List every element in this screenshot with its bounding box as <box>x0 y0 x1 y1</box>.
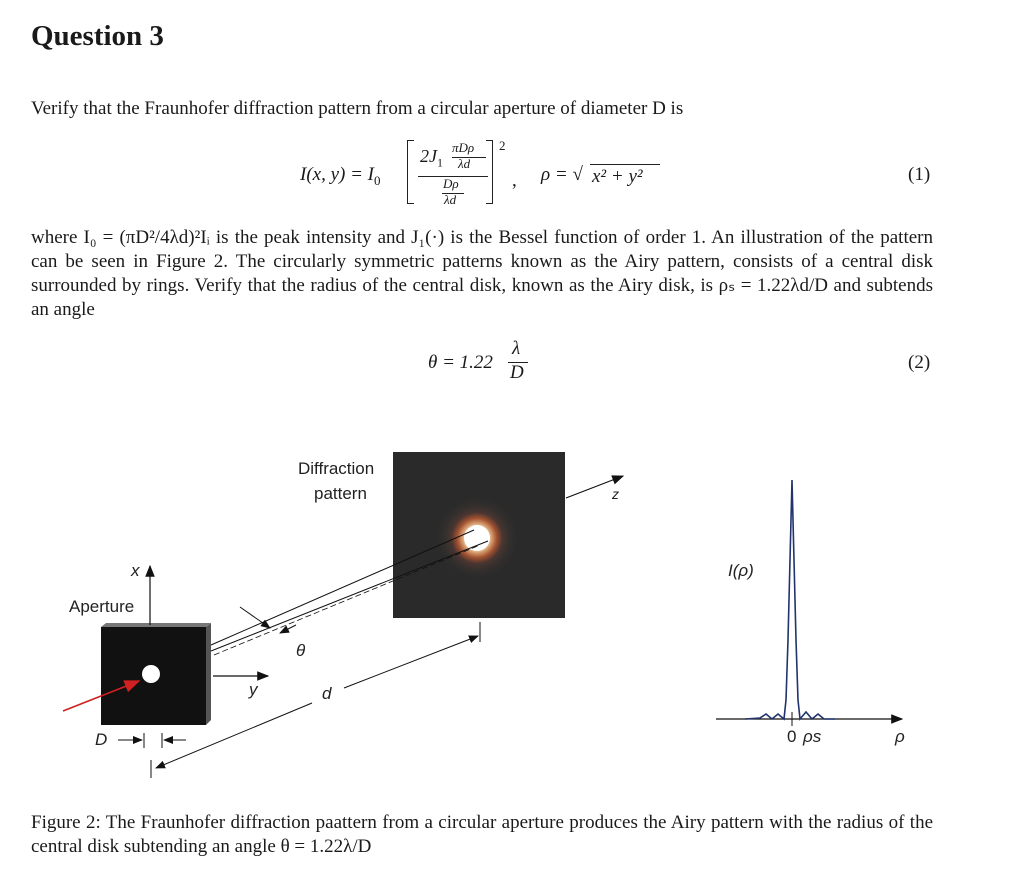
aperture-plate <box>101 623 211 725</box>
eq1-lhs: I(x, $y) = I_0$ <box>300 164 381 188</box>
eq1-rho-def: ρ = √ <box>541 164 583 185</box>
label-intensity: I(ρ) <box>728 561 754 580</box>
eq1-power: 2 <box>499 138 506 153</box>
figure-caption: Figure 2: The Fraunhofer diffraction paattern from a circular aperture produces the Airy pattern with the radius of the central disk subtending an angle θ = 1.22λ/D <box>31 812 933 857</box>
eq2-frac-num: λ <box>512 338 521 359</box>
eq1-den-den: λd <box>444 192 457 207</box>
eq1-rho-rad: x² + y² <box>592 166 643 187</box>
label-diffraction-1: Diffraction <box>298 459 375 478</box>
label-theta: θ <box>296 641 306 660</box>
airy-disk <box>464 525 490 551</box>
label-rho: ρ <box>895 727 905 746</box>
theta-arrow-top <box>240 607 270 628</box>
eq1-den-num: Dρ <box>443 176 459 191</box>
eq2-lhs: θ = 1.22 <box>428 352 493 373</box>
intensity-curve <box>745 480 835 719</box>
label-d: d <box>322 684 332 703</box>
label-diffraction-2: pattern <box>314 484 367 503</box>
aperture-hole <box>142 665 160 683</box>
d-arrow-right <box>344 636 478 688</box>
label-rho-s: ρs <box>803 727 822 746</box>
label-aperture: Aperture <box>69 597 135 616</box>
label-x: x <box>131 561 140 580</box>
label-y: y <box>249 680 258 699</box>
label-z: z <box>612 486 619 502</box>
eq1-comma: , <box>512 170 517 191</box>
question-title: Question 3 <box>31 20 164 52</box>
eq1-arg-den: λd <box>458 156 471 171</box>
label-D: D <box>95 730 108 749</box>
eq1-number: (1) <box>908 164 931 185</box>
intro-paragraph: Verify that the Fraunhofer diffraction pattern from a circular aperture of diameter D is <box>31 98 684 119</box>
body-paragraph: where I₀ = (πD²/4λd)²Iᵢ is the peak intensity and J₁(·) is the Bessel function of order 1. An illustration of the pattern can be seen in Figure 2. The circularly symmetric patterns known as the Airy pattern, consists of a central disk surrounded by rings. Verify that the radius of the central disk, known as the Airy disk, is ρₛ = 1.22λd/D and subtends an angle <box>31 227 933 320</box>
eq1-arg-num: πDρ <box>452 140 475 155</box>
theta-arrow-bottom <box>280 625 296 633</box>
eq2-number: (2) <box>908 352 931 373</box>
eq2-frac-den: D <box>510 362 524 383</box>
eq1-numerator: $2J_1$ <box>420 146 443 170</box>
label-zero: 0 <box>787 727 797 746</box>
